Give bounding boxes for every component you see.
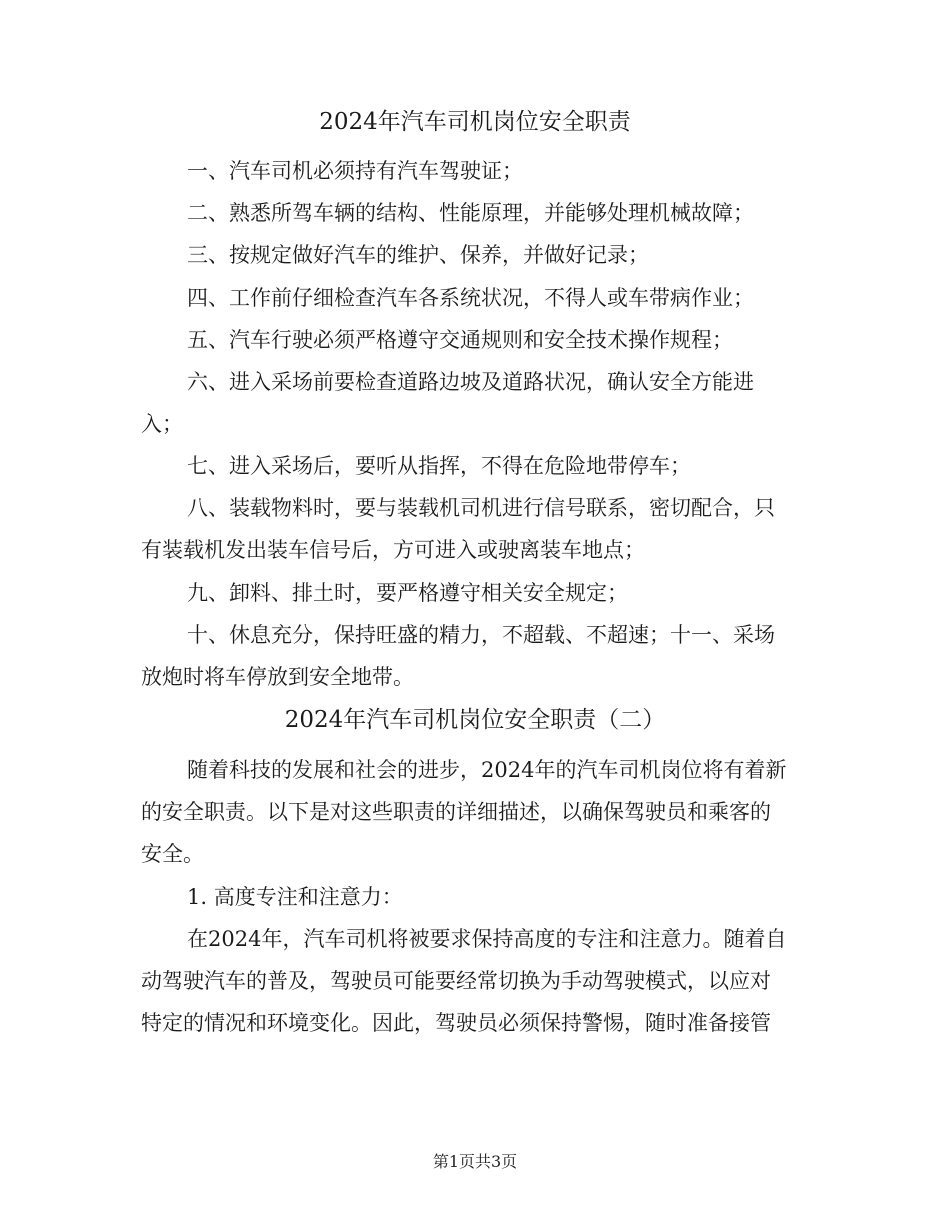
- clause-line: 九、卸料、排土时，要严格遵守相关安全规定；: [187, 581, 628, 605]
- clause-line: 五、汽车行驶必须严格遵守交通规则和安全技术操作规程；: [187, 328, 733, 352]
- section-title: 2024年汽车司机岗位安全职责: [319, 109, 631, 135]
- clause-line: 七、进入采场后，要听从指挥，不得在危险地带停车；: [187, 454, 691, 478]
- paragraph-line: 动驾驶汽车的普及，驾驶员可能要经常切换为手动驾驶模式，以应对: [141, 969, 771, 993]
- clause-line: 十、休息充分，保持旺盛的精力，不超载、不超速；十一、采场: [187, 623, 775, 647]
- paragraph-line: 安全。: [141, 842, 204, 866]
- clause-line: 一、汽车司机必须持有汽车驾驶证；: [187, 159, 523, 183]
- clause-line: 入；: [141, 412, 183, 436]
- paragraph-line: 特定的情况和环境变化。因此，驾驶员必须保持警惕，随时准备接管: [141, 1011, 771, 1035]
- paragraph-line: 随着科技的发展和社会的进步，2024年的汽车司机岗位将有着新: [187, 758, 787, 782]
- clause-line: 放炮时将车停放到安全地带。: [141, 665, 414, 689]
- clause-line: 三、按规定做好汽车的维护、保养，并做好记录；: [187, 243, 649, 267]
- clause-line: 有装载机发出装车信号后，方可进入或驶离装车地点；: [141, 538, 645, 562]
- subheading-line: 1. 高度专注和注意力：: [187, 885, 403, 909]
- paragraph-line: 的安全职责。以下是对这些职责的详细描述，以确保驾驶员和乘客的: [141, 800, 771, 824]
- page-number: 第1页共3页: [432, 1152, 518, 1171]
- clause-line: 六、进入采场前要检查道路边坡及道路状况，确认安全方能进: [187, 370, 754, 394]
- section-title: 2024年汽车司机岗位安全职责（二）: [284, 707, 666, 733]
- clause-line: 四、工作前仔细检查汽车各系统状况，不得人或车带病作业；: [187, 286, 754, 310]
- paragraph-line: 在2024年，汽车司机将被要求保持高度的专注和注意力。随着自: [187, 927, 787, 951]
- clause-line: 二、熟悉所驾车辆的结构、性能原理，并能够处理机械故障；: [187, 201, 754, 225]
- clause-line: 八、装载物料时，要与装载机司机进行信号联系，密切配合，只: [187, 496, 775, 520]
